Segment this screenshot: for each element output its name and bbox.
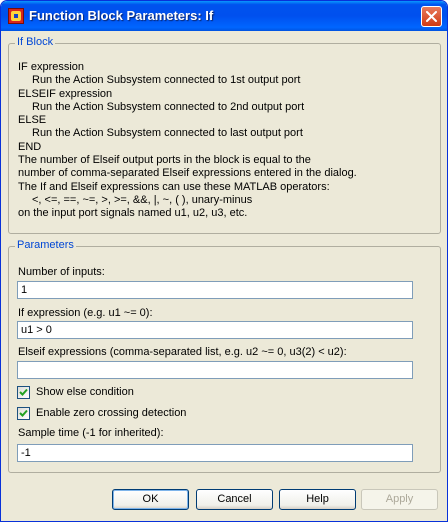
if-block-group-label: If Block [17, 36, 54, 48]
zero-crossing-label: Enable zero crossing detection [36, 407, 187, 419]
help-button[interactable]: Help [279, 489, 356, 510]
close-button[interactable] [421, 6, 442, 27]
description-line: END [18, 140, 42, 153]
description-line: Run the Action Subsystem connected to 1st output port [32, 74, 301, 87]
simulink-app-icon [8, 8, 24, 24]
if-expression-field[interactable]: u1 > 0 [17, 321, 413, 339]
sample-time-field[interactable]: -1 [17, 444, 413, 462]
if-block-description [18, 61, 357, 221]
description-line: ELSEIF expression [18, 87, 113, 100]
if-expression-label: If expression (e.g. u1 ~= 0): [18, 307, 153, 319]
parameters-group-label: Parameters [17, 239, 74, 251]
parameters-group [8, 239, 441, 473]
sample-time-label: Sample time (-1 for inherited): [18, 427, 164, 439]
description-line: IF expression [18, 61, 85, 73]
elseif-expressions-field[interactable] [17, 361, 413, 379]
show-else-label: Show else condition [36, 386, 134, 398]
zero-crossing-checkbox[interactable] [17, 407, 30, 420]
number-of-inputs-label: Number of inputs: [18, 266, 105, 278]
description-line: on the input port signals named u1, u2, u3, etc. [18, 207, 248, 220]
window-title: Function Block Parameters: If [29, 8, 214, 23]
description-line: number of comma-separated Elseif expressions entered in the dialog. [18, 167, 357, 180]
description-line: Run the Action Subsystem connected to last output port [32, 127, 303, 140]
cancel-button[interactable]: Cancel [196, 489, 273, 510]
description-line: The If and Elseif expressions can use these MATLAB operators: [18, 180, 330, 193]
title-bar[interactable] [1, 1, 447, 31]
description-line: <, <=, ==, ~=, >, >=, &&, |, ~, ( ), unary-minus [32, 193, 253, 206]
description-line: Run the Action Subsystem connected to 2nd output port [32, 100, 305, 113]
check-mark-icon [19, 409, 28, 418]
ok-button[interactable]: OK [112, 489, 189, 510]
description-line: The number of Elseif output ports in the block is equal to the [18, 154, 311, 167]
close-icon [426, 11, 437, 22]
show-else-checkbox[interactable] [17, 386, 30, 399]
if-block-group [8, 36, 441, 234]
elseif-expressions-label: Elseif expressions (comma-separated list, e.g. u2 ~= 0, u3(2) < u2): [18, 346, 347, 358]
description-line: ELSE [18, 114, 47, 127]
number-of-inputs-field[interactable]: 1 [17, 281, 413, 299]
apply-button[interactable]: Apply [361, 489, 438, 510]
check-mark-icon [19, 388, 28, 397]
